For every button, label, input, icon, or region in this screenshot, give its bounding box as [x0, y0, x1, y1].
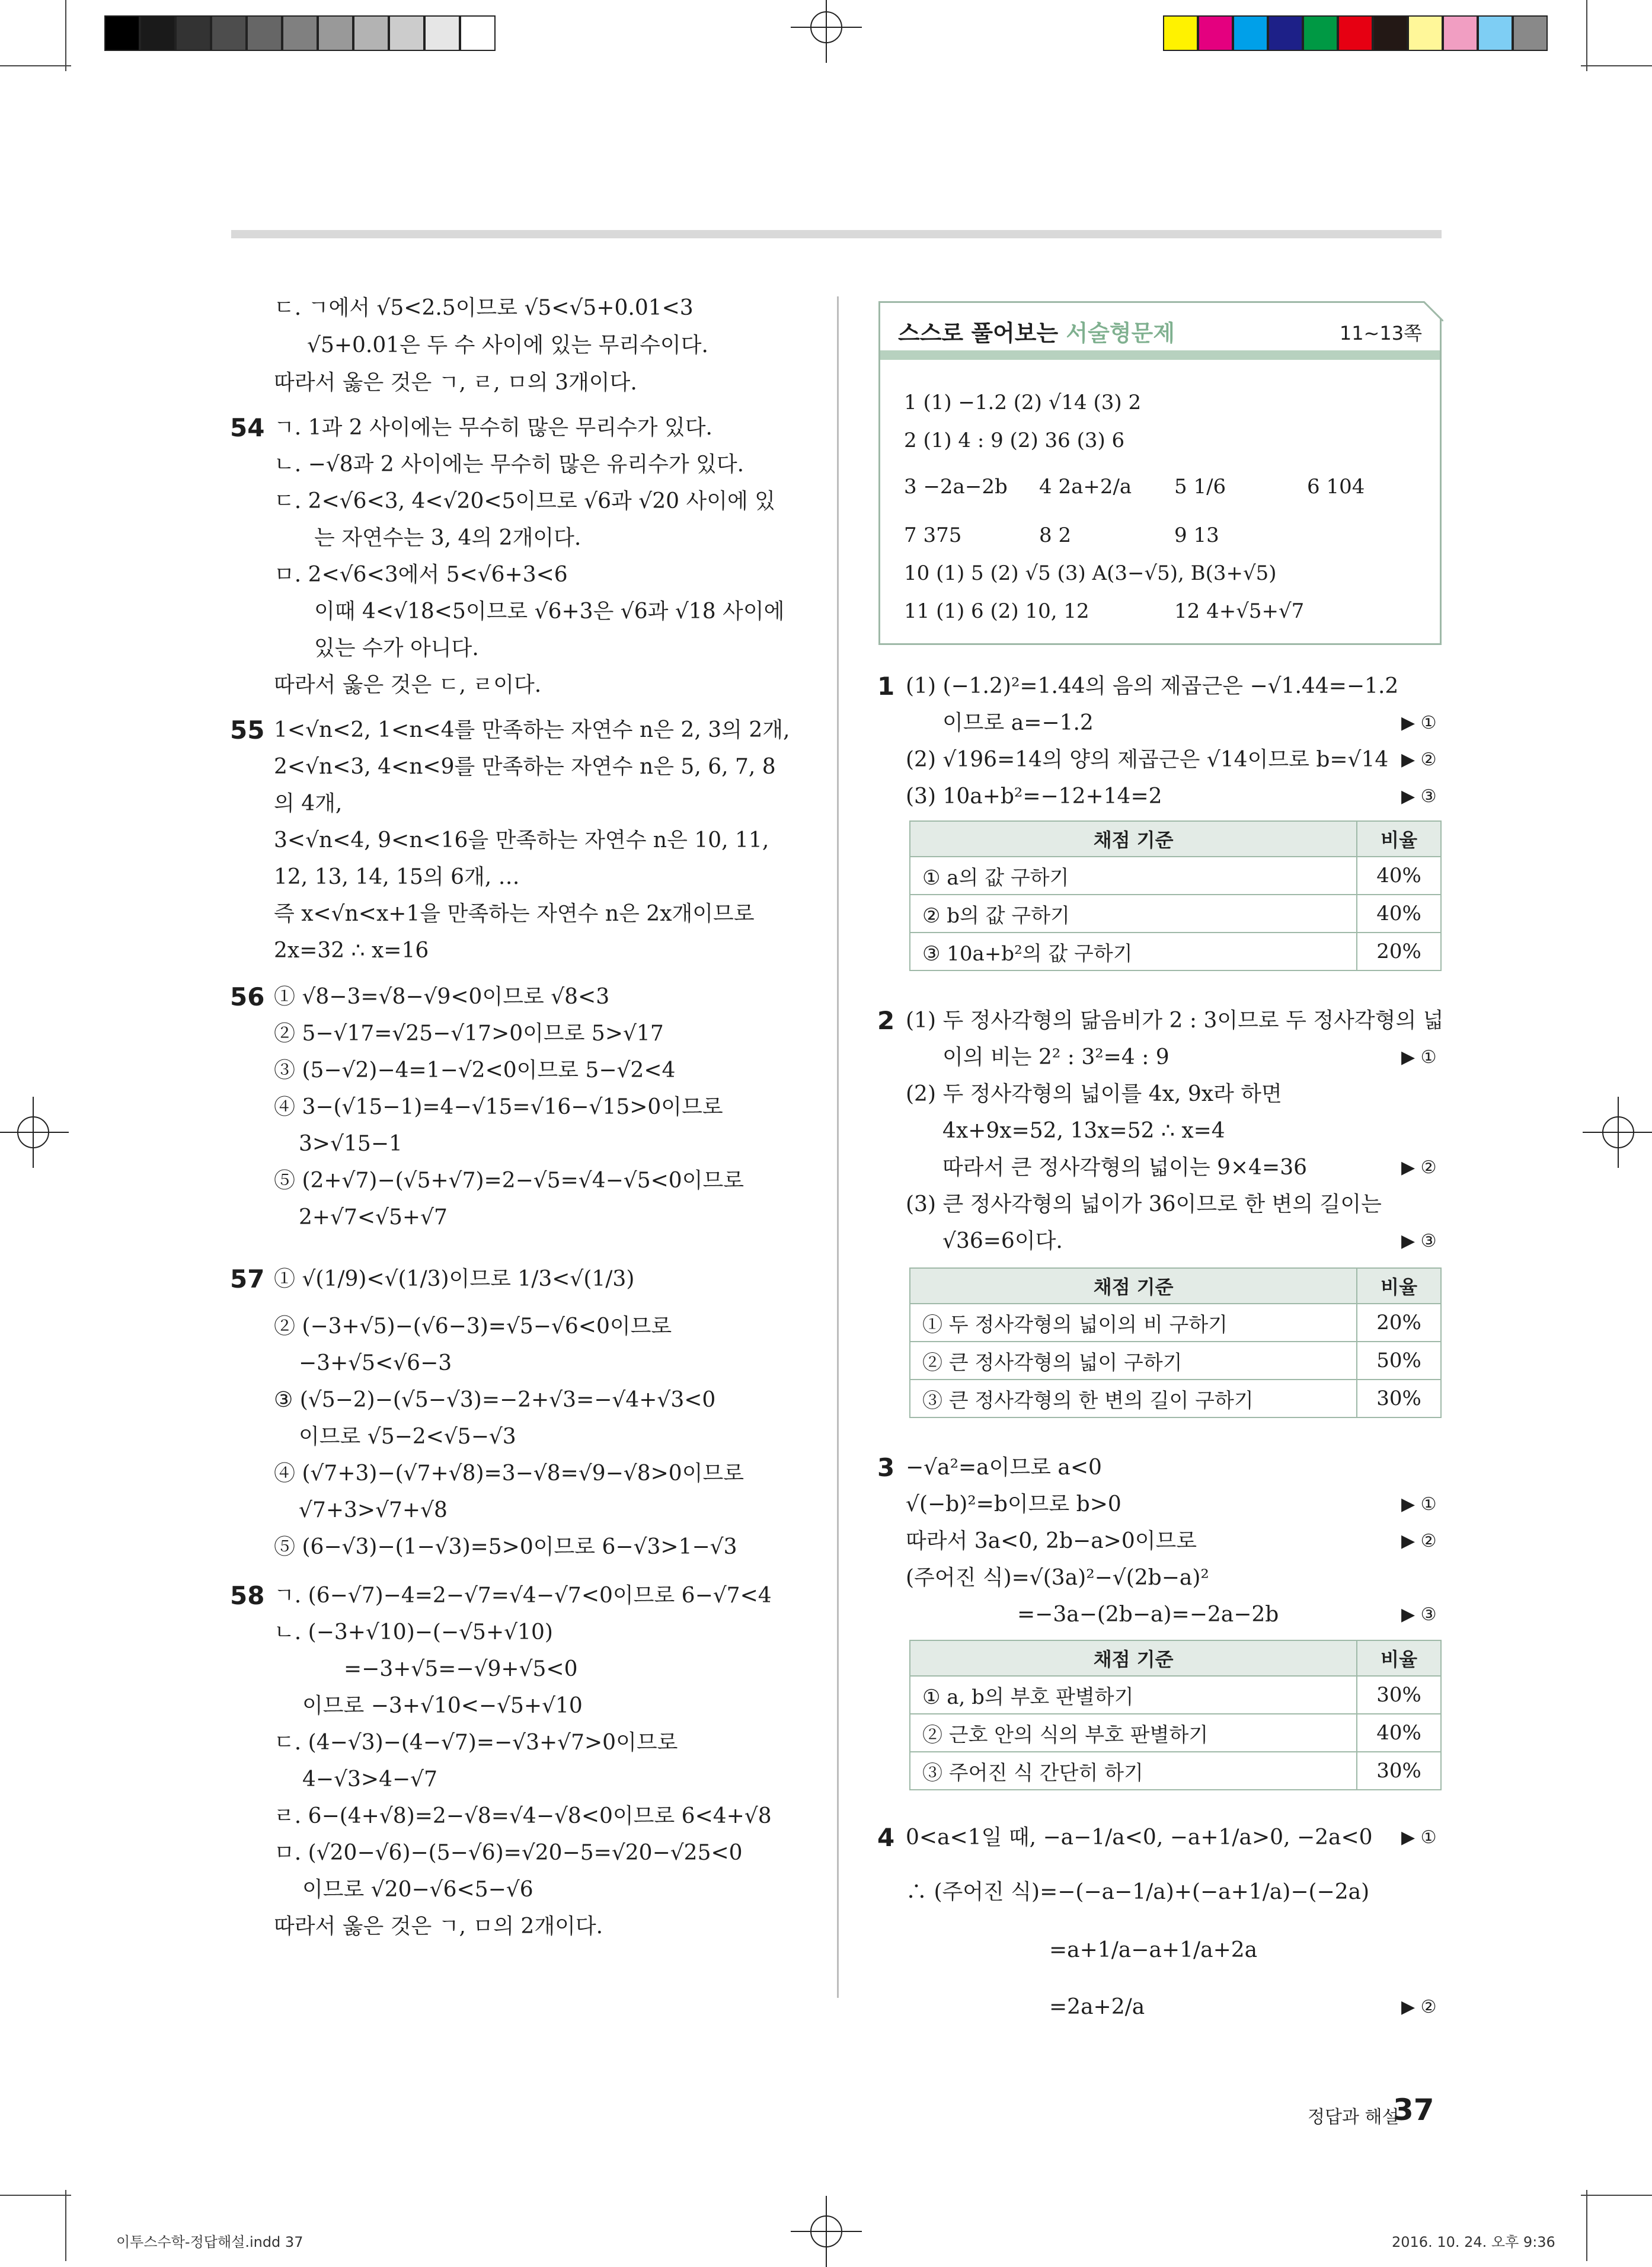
answer-row: 3 −2a−2b — [904, 475, 1008, 499]
table-cell: 50% — [1357, 1342, 1441, 1380]
color-swatch — [1338, 15, 1373, 51]
solution-line: ∴ (주어진 식)=−(−a−1/a)+(−a+1/a)−(−2a) — [906, 1880, 1370, 1904]
solution-line: 0<a<1일 때, −a−1/a<0, −a+1/a>0, −2a<0 — [906, 1825, 1373, 1850]
table-cell: 30% — [1357, 1380, 1441, 1417]
score-marker: ▶ ① — [1401, 1494, 1437, 1515]
answer-box-header — [880, 303, 1440, 355]
solution-line: 즉 x<√n<x+1을 만족하는 자연수 n은 2x개이므로 — [274, 902, 755, 926]
score-marker: ▶ ② — [1401, 1531, 1437, 1551]
solution-line: 따라서 3a<0, 2b−a>0이므로 — [906, 1529, 1197, 1553]
prev-line: ㄷ. ㄱ에서 √5<2.5이므로 √5<√5+0.01<3 — [274, 296, 694, 320]
score-marker: ▶ ② — [1401, 1157, 1437, 1178]
solution-line: 있는 수가 아니다. — [314, 636, 479, 660]
solution-line: 이므로 √5−2<√5−√3 — [299, 1425, 516, 1449]
answer-box-title: 스스로 풀어보는 서술형문제 — [898, 320, 1175, 346]
solution-line: ② (−3+√5)−(√6−3)=√5−√6<0이므로 — [274, 1314, 672, 1339]
table-cell: 30% — [1357, 1676, 1441, 1714]
problem-number-58: 58 — [230, 1581, 265, 1610]
solution-line: 2+√7<√5+√7 — [299, 1205, 448, 1230]
table-cell: ① a, b의 부호 판별하기 — [910, 1676, 1357, 1714]
gray-swatch — [104, 15, 140, 51]
solution-line: ① √(1/9)<√(1/3)이므로 1/3<√(1/3) — [274, 1267, 635, 1291]
solution-line: 1<√n<2, 1<n<4를 만족하는 자연수 n은 2, 3의 2개, — [274, 718, 790, 742]
crop-mark — [1586, 0, 1587, 71]
table-cell: 30% — [1357, 1752, 1441, 1790]
solution-line: ④ (√7+3)−(√7+√8)=3−√8=√9−√8>0이므로 — [274, 1461, 744, 1486]
solution-line: 이므로 a=−1.2 — [942, 711, 1094, 735]
header-rule — [231, 230, 1442, 238]
solution-line: ① √8−3=√8−√9<0이므로 √8<3 — [274, 985, 610, 1009]
solution-line: =2a+2/a — [1049, 1995, 1145, 2019]
score-marker: ▶ ② — [1401, 749, 1437, 770]
gray-swatch — [282, 15, 318, 51]
problem-number-56: 56 — [230, 982, 265, 1011]
score-marker: ▶ ③ — [1401, 786, 1437, 807]
crop-mark — [65, 2190, 66, 2261]
solution-line: 따라서 큰 정사각형의 넓이는 9×4=36 — [942, 1155, 1308, 1180]
color-swatch — [1478, 15, 1513, 51]
answer-row: 7 375 — [904, 523, 962, 547]
table-cell: ③ 10a+b²의 값 구하기 — [910, 933, 1357, 970]
file-info: 이투스수학-정답해설.indd 37 — [116, 2234, 303, 2250]
table-cell: ② 근호 안의 식의 부호 판별하기 — [910, 1714, 1357, 1752]
solution-line: 의 4개, — [274, 791, 343, 816]
answer-box-pages: 11∼13쪽 — [1339, 322, 1422, 344]
problem-number-54: 54 — [230, 413, 265, 442]
table-cell: 20% — [1357, 1304, 1441, 1342]
color-swatch — [1303, 15, 1338, 51]
solution-line: 따라서 옳은 것은 ㄷ, ㄹ이다. — [274, 673, 542, 697]
answer-box-band — [880, 350, 1440, 360]
question-number-3: 3 — [877, 1453, 895, 1482]
solution-line: (주어진 식)=√(3a)²−√(2b−a)² — [906, 1566, 1209, 1590]
score-marker: ▶ ② — [1401, 1997, 1437, 2017]
solution-line: =−3+√5=−√9+√5<0 — [344, 1657, 578, 1681]
solution-line: ㄱ. (6−√7)−4=2−√7=√4−√7<0이므로 6−√7<4 — [274, 1583, 772, 1608]
scoring-table-2 — [909, 1267, 1442, 1418]
solution-line: 3<√n<4, 9<n<16을 만족하는 자연수 n은 10, 11, — [274, 828, 769, 852]
problem-number-57: 57 — [230, 1265, 265, 1294]
solution-line: 12, 13, 14, 15의 6개, … — [274, 865, 520, 889]
registration-mark-top — [791, 0, 862, 63]
solution-line: 이의 비는 2² : 3²=4 : 9 — [942, 1045, 1169, 1069]
gray-swatch — [460, 15, 496, 51]
solution-line: (2) 두 정사각형의 넓이를 4x, 9x라 하면 — [906, 1082, 1282, 1106]
page-number: 37 — [1393, 2093, 1434, 2127]
score-marker: ▶ ③ — [1401, 1604, 1437, 1625]
solution-line: ㅁ. (√20−√6)−(5−√6)=√20−5=√20−√25<0 — [274, 1841, 743, 1865]
gray-swatch — [175, 15, 211, 51]
solution-line: (3) 10a+b²=−12+14=2 — [906, 784, 1162, 809]
crop-mark — [1581, 2195, 1652, 2196]
table-header: 채점 기준 — [910, 1640, 1357, 1676]
color-swatch — [1513, 15, 1548, 51]
answer-summary-box — [878, 301, 1442, 645]
solution-line: 는 자연수는 3, 4의 2개이다. — [314, 526, 581, 550]
prev-line: √5+0.01은 두 수 사이에 있는 무리수이다. — [307, 333, 708, 357]
solution-line: 이때 4<√18<5이므로 √6+3은 √6과 √18 사이에 — [314, 599, 785, 624]
answer-row: 12 4+√5+√7 — [1174, 599, 1305, 623]
color-swatch — [1408, 15, 1443, 51]
table-cell: 40% — [1357, 857, 1441, 895]
question-number-2: 2 — [877, 1006, 895, 1035]
color-swatch — [1163, 15, 1198, 51]
solution-line: 4x+9x=52, 13x=52 ∴ x=4 — [942, 1119, 1225, 1143]
crop-mark — [1586, 2190, 1587, 2261]
solution-line: 이므로 √20−√6<5−√6 — [302, 1878, 533, 1902]
question-number-1: 1 — [877, 672, 895, 701]
table-cell: 40% — [1357, 1714, 1441, 1752]
answer-row: 2 (1) 4 : 9 (2) 36 (3) 6 — [904, 429, 1125, 452]
solution-line: √36=6이다. — [942, 1229, 1063, 1253]
solution-line: 2<√n<3, 4<n<9를 만족하는 자연수 n은 5, 6, 7, 8 — [274, 755, 776, 779]
table-cell: ③ 주어진 식 간단히 하기 — [910, 1752, 1357, 1790]
table-cell: ③ 큰 정사각형의 한 변의 길이 구하기 — [910, 1380, 1357, 1417]
crop-mark — [65, 0, 66, 71]
solution-line: ㄹ. 6−(4+√8)=2−√8=√4−√8<0이므로 6<4+√8 — [274, 1804, 772, 1828]
column-divider — [837, 296, 839, 1998]
table-cell: ② b의 값 구하기 — [910, 895, 1357, 933]
table-header: 비율 — [1357, 821, 1441, 857]
solution-line: ㄷ. (4−√3)−(4−√7)=−√3+√7>0이므로 — [274, 1730, 678, 1755]
solution-line: ④ 3−(√15−1)=4−√15=√16−√15>0이므로 — [274, 1095, 723, 1119]
solution-line: ⑤ (6−√3)−(1−√3)=5>0이므로 6−√3>1−√3 — [274, 1535, 737, 1559]
solution-line: 3>√15−1 — [299, 1132, 402, 1156]
solution-line: −√a²=a이므로 a<0 — [906, 1455, 1102, 1480]
score-marker: ▶ ① — [1401, 1827, 1437, 1848]
solution-line: (1) 두 정사각형의 닮음비가 2 : 3이므로 두 정사각형의 넓 — [906, 1008, 1444, 1033]
answer-row: 6 104 — [1307, 475, 1365, 499]
section-label: 정답과 해설 — [1308, 2107, 1399, 2128]
solution-line: (3) 큰 정사각형의 넓이가 36이므로 한 변의 길이는 — [906, 1192, 1382, 1216]
table-cell: ② 큰 정사각형의 넓이 구하기 — [910, 1342, 1357, 1380]
solution-line: ⑤ (2+√7)−(√5+√7)=2−√5=√4−√5<0이므로 — [274, 1168, 744, 1193]
color-swatch — [1233, 15, 1268, 51]
color-swatch — [1268, 15, 1303, 51]
solution-line: 2x=32 ∴ x=16 — [274, 938, 429, 963]
answer-row: 8 2 — [1039, 523, 1072, 547]
table-header: 채점 기준 — [910, 1268, 1357, 1304]
solution-line: 4−√3>4−√7 — [302, 1767, 437, 1792]
print-timestamp: 2016. 10. 24. 오후 9:36 — [1392, 2234, 1555, 2250]
solution-line: ③ (√5−2)−(√5−√3)=−2+√3=−√4+√3<0 — [274, 1388, 716, 1412]
scoring-table-3 — [909, 1640, 1442, 1790]
gray-swatch — [424, 15, 460, 51]
solution-line: ㄱ. 1과 2 사이에는 무수히 많은 무리수가 있다. — [274, 416, 712, 440]
solution-line: ㄴ. (−3+√10)−(−√5+√10) — [274, 1620, 553, 1645]
gray-swatch — [140, 15, 175, 51]
crop-mark — [1581, 65, 1652, 66]
answer-row: 9 13 — [1174, 523, 1219, 547]
gray-swatch — [211, 15, 247, 51]
answer-row: 4 2a+2/a — [1039, 475, 1132, 499]
registration-mark-bottom — [791, 2196, 862, 2267]
scoring-table-1 — [909, 820, 1442, 971]
table-cell: 20% — [1357, 933, 1441, 970]
prev-line: 따라서 옳은 것은 ㄱ, ㄹ, ㅁ의 3개이다. — [274, 371, 637, 395]
solution-line: √(−b)²=b이므로 b>0 — [906, 1492, 1121, 1516]
table-cell: ① a의 값 구하기 — [910, 857, 1357, 895]
solution-line: ② 5−√17=√25−√17>0이므로 5>√17 — [274, 1021, 664, 1046]
color-swatch — [1198, 15, 1233, 51]
solution-line: (2) √196=14의 양의 제곱근은 √14이므로 b=√14 — [906, 748, 1389, 772]
score-marker: ▶ ① — [1401, 1047, 1437, 1068]
solution-line: 이므로 −3+√10<−√5+√10 — [302, 1694, 583, 1718]
table-header: 채점 기준 — [910, 821, 1357, 857]
problem-number-55: 55 — [230, 716, 265, 745]
gray-swatch — [318, 15, 353, 51]
solution-line: =a+1/a−a+1/a+2a — [1049, 1938, 1258, 1962]
table-header: 비율 — [1357, 1640, 1441, 1676]
solution-line: =−3a−(2b−a)=−2a−2b — [1017, 1602, 1279, 1627]
gray-swatch — [247, 15, 282, 51]
solution-line: ③ (5−√2)−4=1−√2<0이므로 5−√2<4 — [274, 1058, 676, 1083]
color-swatch — [1443, 15, 1478, 51]
answer-row: 1 (1) −1.2 (2) √14 (3) 2 — [904, 391, 1142, 414]
solution-line: −3+√5<√6−3 — [299, 1351, 452, 1375]
table-cell: ① 두 정사각형의 넓이의 비 구하기 — [910, 1304, 1357, 1342]
table-header: 비율 — [1357, 1268, 1441, 1304]
score-marker: ▶ ③ — [1401, 1231, 1437, 1251]
solution-line: √7+3>√7+√8 — [299, 1498, 448, 1522]
answer-row: 11 (1) 6 (2) 10, 12 — [904, 599, 1089, 623]
solution-line: ㅁ. 2<√6<3에서 5<√6+3<6 — [274, 563, 568, 587]
score-marker: ▶ ① — [1401, 713, 1437, 733]
gray-swatch — [389, 15, 424, 51]
crop-mark — [0, 2195, 71, 2196]
registration-mark-left — [0, 1097, 69, 1168]
solution-line: (1) (−1.2)²=1.44의 음의 제곱근은 −√1.44=−1.2 — [906, 674, 1399, 698]
solution-line: 따라서 옳은 것은 ㄱ, ㅁ의 2개이다. — [274, 1914, 603, 1939]
gray-swatch — [353, 15, 389, 51]
solution-line: ㄴ. −√8과 2 사이에는 무수히 많은 유리수가 있다. — [274, 452, 744, 477]
registration-mark-right — [1583, 1097, 1652, 1168]
color-swatch — [1373, 15, 1408, 51]
answer-row: 5 1/6 — [1174, 475, 1226, 499]
crop-mark — [0, 65, 71, 66]
table-cell: 40% — [1357, 895, 1441, 933]
solution-line: ㄷ. 2<√6<3, 4<√20<5이므로 √6과 √20 사이에 있 — [274, 489, 775, 513]
answer-row: 10 (1) 5 (2) √5 (3) A(3−√5), B(3+√5) — [904, 561, 1277, 585]
question-number-4: 4 — [877, 1823, 895, 1852]
